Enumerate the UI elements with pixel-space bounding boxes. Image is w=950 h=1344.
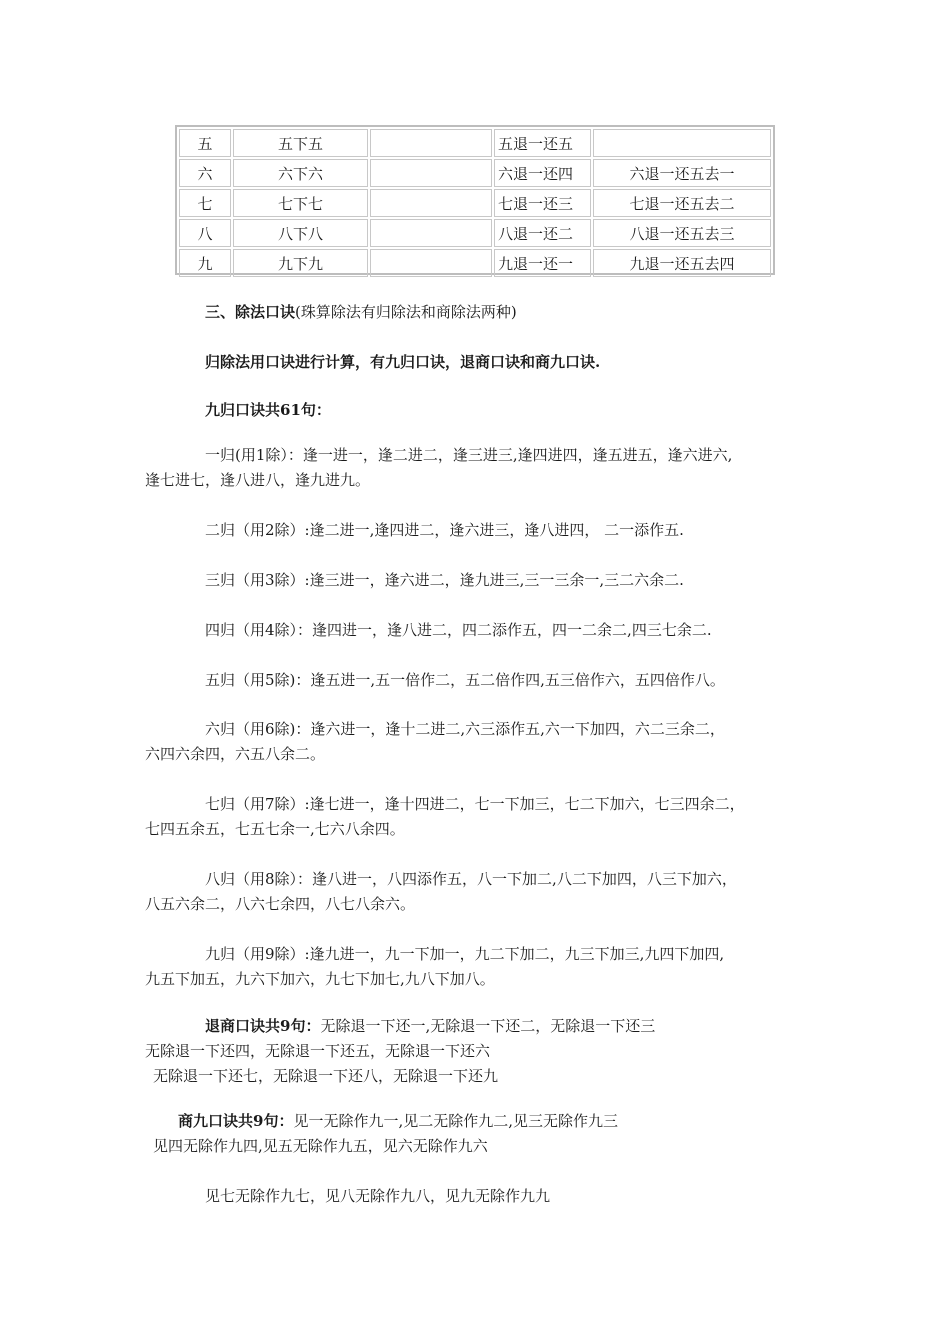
- table-cell: 六下六: [233, 159, 368, 187]
- table-row: [179, 159, 771, 187]
- quotient-rules-line-1: [178, 1111, 618, 1131]
- table-cell: [370, 189, 492, 217]
- table-cell: 六: [179, 159, 231, 187]
- table-cell: 八下八: [233, 219, 368, 247]
- subtraction-rules-table: [175, 125, 775, 275]
- rule-8-line-a: 八归（用8除）：逢八进一，八四添作五，八一下加二,八二下加四，八三下加六，: [205, 870, 737, 888]
- table-cell: 九: [179, 249, 231, 277]
- rule-7-line-b: 七四五余五，七五七余一,七六八余四。: [145, 820, 405, 838]
- table-cell: [370, 219, 492, 247]
- rule-2: 二归（用2除）:逢二进一,逢四进二，逢六进三，逢八进四， 二一添作五.: [205, 521, 684, 539]
- table-cell: [370, 159, 492, 187]
- table-cell: 九退一还五去四: [593, 249, 771, 277]
- nine-rules-count: 九归口诀共61句：: [205, 401, 331, 419]
- rule-3: 三归（用3除）:逢三进一，逢六进二，逢九进三,三一三余一,三二六余二.: [205, 571, 684, 589]
- heading-note: (珠算除法有归除法和商除法两种): [295, 303, 517, 321]
- table-cell: 七退一还五去二: [593, 189, 771, 217]
- table-row: [179, 249, 771, 277]
- table-cell: 九下九: [233, 249, 368, 277]
- table-cell: 九退一还一: [494, 249, 591, 277]
- rule-9-line-b: 九五下加五，九六下加六，九七下加七,九八下加八。: [145, 970, 495, 988]
- division-section-heading: [205, 302, 517, 322]
- rule-7-line-a: 七归（用7除）:逢七进一，逢十四进二，七一下加三，七二下加六，七三四余二，: [205, 795, 745, 813]
- table-cell: 五下五: [233, 129, 368, 157]
- division-intro: 归除法用口诀进行计算，有九归口诀，退商口诀和商九口诀.: [205, 353, 601, 371]
- quotient-rules-line-3: 见七无除作九七，见八无除作九八，见九无除作九九: [205, 1187, 551, 1205]
- rule-9-line-a: 九归（用9除）:逢九进一，九一下加一，九二下加二，九三下加三,九四下加四,: [205, 945, 725, 963]
- retreat-rules-line-1: [205, 1016, 655, 1036]
- rule-5: 五归（用5除)：逢五进一,五一倍作二，五二倍作四,五三倍作六，五四倍作八。: [205, 671, 725, 689]
- retreat-rules-line-3: 无除退一下还七，无除退一下还八，无除退一下还九: [153, 1067, 499, 1085]
- quotient-rules-text-1: 见一无除作九一,见二无除作九二,见三无除作九三: [293, 1112, 618, 1130]
- quotient-rules-label: 商九口诀共9句：: [178, 1112, 294, 1130]
- table-cell: [370, 129, 492, 157]
- table-row: [179, 219, 771, 247]
- table-cell: [593, 129, 771, 157]
- table-cell: 五: [179, 129, 231, 157]
- rules-table: [177, 127, 773, 279]
- rule-4: 四归（用4除）：逢四进一，逢八进二，四二添作五，四一二余二,四三七余二.: [205, 621, 712, 639]
- table-cell: 六退一还五去一: [593, 159, 771, 187]
- table-cell: 七退一还三: [494, 189, 591, 217]
- retreat-rules-label: 退商口诀共9句：: [205, 1017, 321, 1035]
- table-row: [179, 129, 771, 157]
- retreat-rules-text-1: 无除退一下还一,无除退一下还二，无除退一下还三: [320, 1017, 656, 1035]
- rule-1-line-a: 一归(用1除）：逢一进一，逢二进二，逢三进三,逢四进四，逢五进五，逢六进六,: [205, 446, 733, 464]
- table-cell: 八退一还五去三: [593, 219, 771, 247]
- table-cell: 七下七: [233, 189, 368, 217]
- rule-1-line-b: 逢七进七，逢八进八，逢九进九。: [145, 471, 371, 489]
- table-cell: [370, 249, 492, 277]
- table-cell: 八退一还二: [494, 219, 591, 247]
- table-cell: 五退一还五: [494, 129, 591, 157]
- table-cell: 六退一还四: [494, 159, 591, 187]
- heading-title: 三、除法口诀: [205, 303, 296, 321]
- rule-8-line-b: 八五六余二，八六七余四，八七八余六。: [145, 895, 416, 913]
- table-cell: 八: [179, 219, 231, 247]
- table-cell: 七: [179, 189, 231, 217]
- quotient-rules-line-2: 见四无除作九四,见五无除作九五，见六无除作九六: [153, 1137, 488, 1155]
- table-row: [179, 189, 771, 217]
- rule-6-line-a: 六归（用6除)：逢六进一，逢十二进二,六三添作五,六一下加四，六二三余二，: [205, 720, 725, 738]
- retreat-rules-line-2: 无除退一下还四，无除退一下还五，无除退一下还六: [145, 1042, 491, 1060]
- rule-6-line-b: 六四六余四，六五八余二。: [145, 745, 326, 763]
